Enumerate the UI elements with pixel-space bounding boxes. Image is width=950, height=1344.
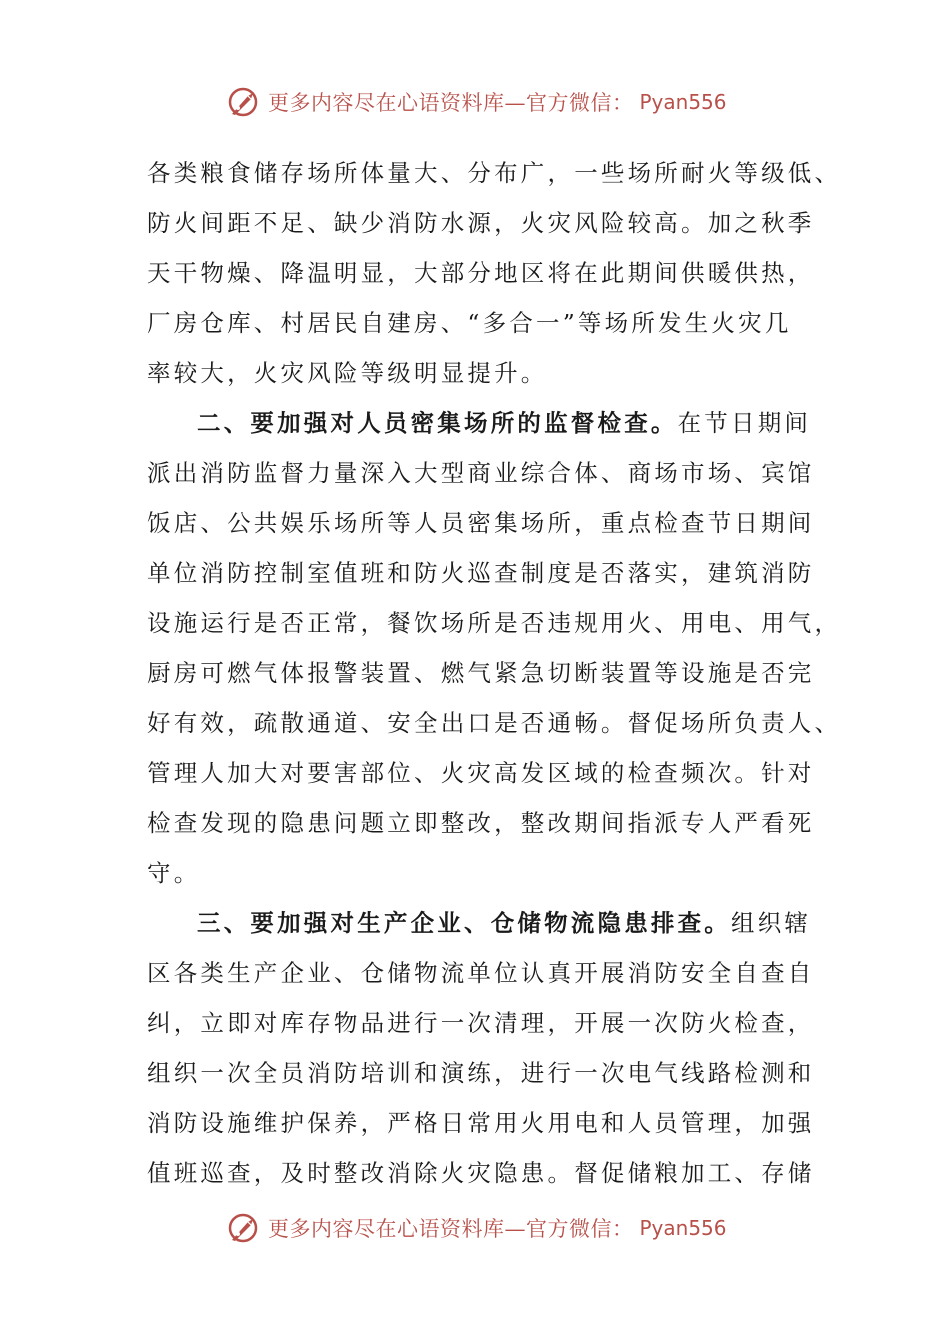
watermark-contact: Pyan556: [639, 90, 727, 114]
text-line: 设施运行是否正常，餐饮场所是否违规用火、用电、用气，: [147, 609, 842, 637]
section-two-heading: 二、要加强对人员密集场所的监督检查。: [197, 409, 678, 437]
text-line: 天干物燥、降温明显，大部分地区将在此期间供暖供热，: [147, 259, 815, 287]
watermark-contact: Pyan556: [639, 1216, 727, 1240]
pen-logo-icon: [226, 1210, 262, 1246]
footer-watermark: [226, 1208, 746, 1248]
text-line: 单位消防控制室值班和防火巡查制度是否落实，建筑消防: [147, 559, 815, 587]
text-line: 防火间距不足、缺少消防水源，火灾风险较高。加之秋季: [147, 209, 815, 237]
text-line: 厂房仓库、村居民自建房、“多合一”等场所发生火灾几: [147, 309, 792, 337]
text-line: 各类粮食储存场所体量大、分布广，一些场所耐火等级低、: [147, 159, 842, 187]
text-line: 区各类生产企业、仓储物流单位认真开展消防安全自查自: [147, 959, 815, 987]
text-line: 饭店、公共娱乐场所等人员密集场所，重点检查节日期间: [147, 509, 815, 537]
text-line: 厨房可燃气体报警装置、燃气紧急切断装置等设施是否完: [147, 659, 815, 687]
watermark-text: 更多内容尽在心语资料库—官方微信：: [268, 1217, 634, 1241]
text-line: 检查发现的隐患问题立即整改，整改期间指派专人严看死: [147, 809, 815, 837]
text-line: 管理人加大对要害部位、火灾高发区域的检查频次。针对: [147, 759, 815, 787]
section-two-first-line: [147, 398, 812, 448]
text-line: 派出消防监督力量深入大型商业综合体、商场市场、宾馆: [147, 459, 815, 487]
watermark-text: 更多内容尽在心语资料库—官方微信：: [268, 91, 634, 115]
section-two-lead-text: 在节日期间: [677, 409, 812, 437]
text-line: 纠，立即对库存物品进行一次清理，开展一次防火检查，: [147, 1009, 815, 1037]
text-line: 守。: [147, 859, 201, 887]
text-line: 消防设施维护保养，严格日常用火用电和人员管理，加强: [147, 1109, 815, 1137]
text-line: 率较大，火灾风险等级明显提升。: [147, 359, 548, 387]
header-watermark: [226, 82, 746, 122]
text-line: 组织一次全员消防培训和演练，进行一次电气线路检测和: [147, 1059, 815, 1087]
pen-logo-icon: [226, 84, 262, 120]
document-body: [147, 148, 842, 1198]
section-three-heading: 三、要加强对生产企业、仓储物流隐患排查。: [197, 909, 731, 937]
text-line: 值班巡查，及时整改消除火灾隐患。督促储粮加工、存储: [147, 1159, 815, 1187]
section-three-first-line: [147, 898, 812, 948]
text-line: 好有效，疏散通道、安全出口是否通畅。督促场所负责人、: [147, 709, 842, 737]
section-three-lead-text: 组织辖: [731, 909, 812, 937]
